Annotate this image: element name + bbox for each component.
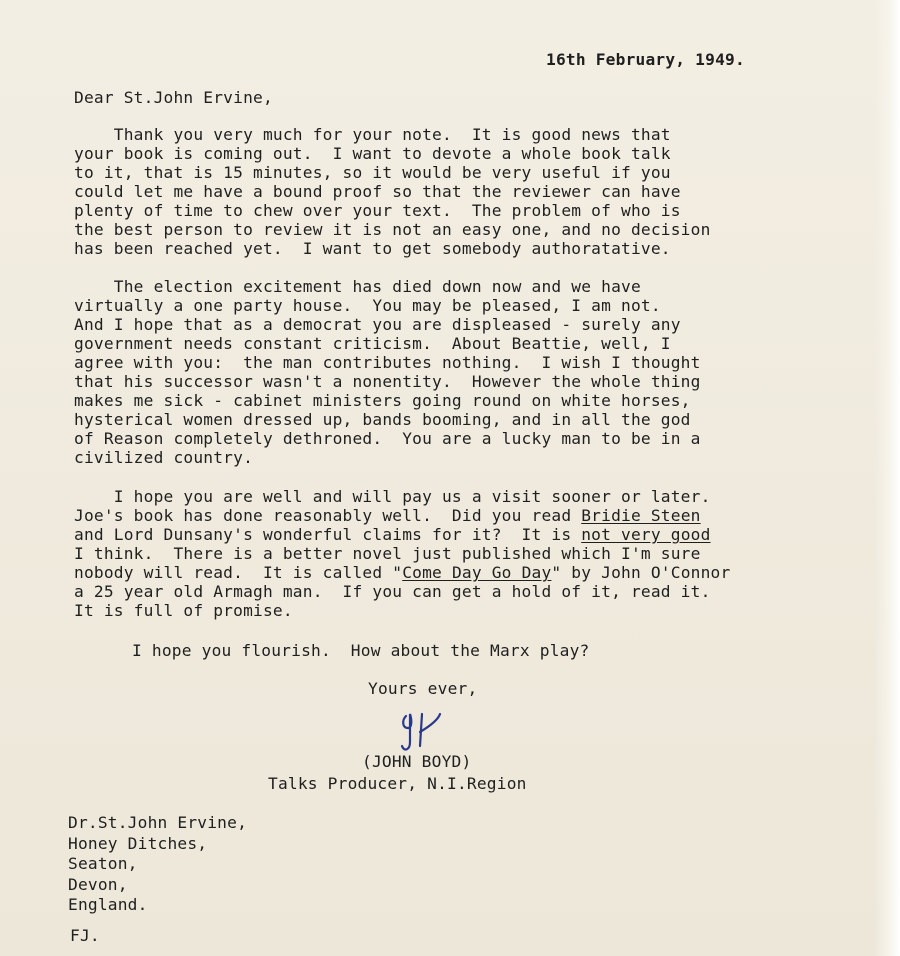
sender-title: Talks Producer, N.I.Region <box>268 774 527 793</box>
salutation: Dear St.John Ervine, <box>74 88 273 107</box>
p3-line: Joe's book has done reasonably well. Did you read <box>74 506 582 525</box>
recipient-address <box>68 813 247 916</box>
book-title-come-day-go-day: Come Day Go Day <box>402 563 552 582</box>
p3-line: I hope you are well and will pay us a visit sooner or later. <box>74 487 711 506</box>
underlined-phrase: not very good <box>581 525 711 544</box>
p2-line: agree with you: the man contributes nothing. I wish I thought <box>74 353 701 372</box>
paper-edge <box>874 0 900 956</box>
p1-line: could let me have a bound proof so that the reviewer can have <box>74 182 681 201</box>
p2-line: government needs constant criticism. About Beattie, well, I <box>74 334 671 353</box>
address-line: Dr.St.John Ervine, <box>68 813 248 832</box>
handwritten-signature <box>396 706 456 756</box>
paragraph-1 <box>74 125 711 258</box>
p1-line: your book is coming out. I want to devote a whole book talk <box>74 144 671 163</box>
p3-line: and Lord Dunsany's wonderful claims for it? It is <box>74 525 582 544</box>
p3-line: " by John O'Connor <box>551 563 731 582</box>
book-title-bridie-steen: Bridie Steen <box>581 506 701 525</box>
address-line: Honey Ditches, <box>68 833 208 853</box>
p1-line: Thank you very much for your note. It is good news that <box>74 125 671 144</box>
sender-name: (JOHN BOYD) <box>362 752 472 771</box>
closing: Yours ever, <box>368 679 478 698</box>
p3-line: a 25 year old Armagh man. If you can get a hold of it, read it. <box>74 582 711 601</box>
p2-line: makes me sick - cabinet ministers going round on white horses, <box>74 391 691 410</box>
address-line: Devon, <box>68 874 128 894</box>
paragraph-4: I hope you flourish. How about the Marx play? <box>132 641 590 660</box>
letter-date: 16th February, 1949. <box>546 50 745 69</box>
p2-line: civilized country. <box>74 448 254 467</box>
address-line: England. <box>68 895 148 914</box>
p2-line: of Reason completely dethroned. You are a lucky man to be in a <box>74 429 701 448</box>
p2-line: virtually a one party house. You may be pleased, I am not. <box>74 296 661 315</box>
paragraph-3 <box>74 487 730 620</box>
p2-line: that his successor wasn't a nonentity. However the whole thing <box>74 372 701 391</box>
paragraph-2 <box>74 277 701 467</box>
p3-line: nobody will read. It is called " <box>74 563 403 582</box>
p1-line: to it, that is 15 minutes, so it would be very useful if you <box>74 163 671 182</box>
p2-line: And I hope that as a democrat you are displeased - surely any <box>74 315 681 334</box>
p1-line: the best person to review it is not an easy one, and no decision <box>74 220 711 239</box>
p3-line: It is full of promise. <box>74 601 293 620</box>
p1-line: plenty of time to chew over your text. The problem of who is <box>74 201 681 220</box>
typist-reference: FJ. <box>70 926 100 945</box>
p2-line: The election excitement has died down now and we have <box>74 277 641 296</box>
p3-line: I think. There is a better novel just published which I'm sure <box>74 544 701 563</box>
p2-line: hysterical women dressed up, bands booming, and in all the god <box>74 410 691 429</box>
p1-line: has been reached yet. I want to get somebody authoratative. <box>74 239 671 258</box>
address-line: Seaton, <box>68 854 138 873</box>
